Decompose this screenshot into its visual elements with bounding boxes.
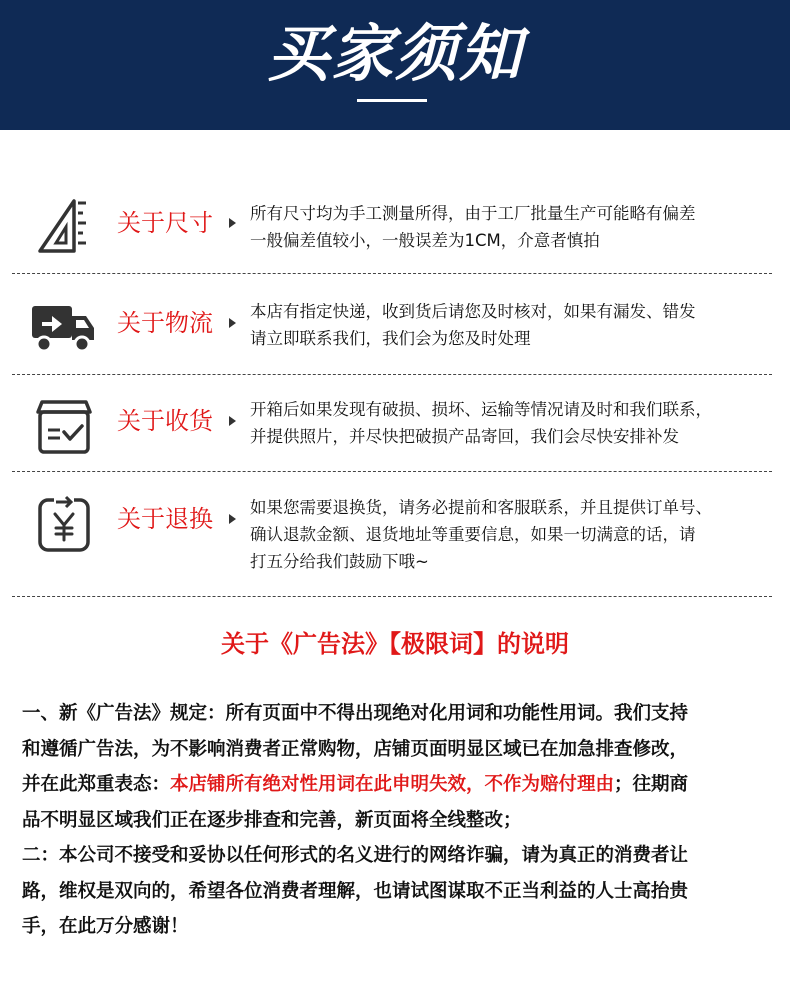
arrow-right-icon: [229, 218, 236, 228]
notice-line: 手，在此万分感谢！: [22, 916, 189, 937]
ruler-triangle-icon: [30, 193, 98, 257]
section-title-returns: 关于退换: [117, 505, 213, 533]
notice-line: 二：本公司不接受和妥协以任何形式的名义进行的网络诈骗，请为真正的消费者让: [22, 845, 689, 866]
text-line: 确认退款金额、退货地址等重要信息，如果一切满意的话，请: [250, 525, 696, 544]
text-line: 一般偏差值较小，一般误差为1CM，介意者慎拍: [250, 231, 600, 250]
arrow-right-icon: [229, 318, 236, 328]
arrow-right-icon: [229, 514, 236, 524]
notice-body: [22, 696, 772, 945]
text-line: 开箱后如果发现有破损、损坏、运输等情况请及时和我们联系，: [250, 400, 712, 419]
header-banner: [0, 0, 790, 130]
notice-text: ；往期商: [614, 774, 689, 795]
dashed-divider: [12, 471, 772, 472]
section-text-receiving: [250, 396, 780, 450]
section-text-size: [250, 200, 780, 254]
notice-line: 路，维权是双向的，希望各位消费者理解，也请试图谋取不正当利益的人士高抬贵: [22, 880, 689, 902]
dashed-divider: [12, 596, 772, 597]
yen-exchange-icon: [30, 492, 98, 556]
section-title-receiving: 关于收货: [117, 407, 213, 435]
notice-title: 关于《广告法》【极限词】的说明: [221, 630, 569, 658]
section-title-logistics: 关于物流: [117, 309, 213, 337]
text-line: 本店有指定快递，收到货后请您及时核对，如果有漏发、错发: [250, 302, 696, 321]
package-check-icon: [30, 394, 98, 458]
notice-line: [22, 767, 772, 803]
page-title: 买家须知: [266, 17, 523, 90]
text-line: 请立即联系我们，我们会为您及时处理: [250, 329, 531, 348]
notice-line: 品不明显区域我们正在逐步排查和完善，新页面将全线整改；: [22, 809, 522, 831]
dashed-divider: [12, 374, 772, 375]
title-underline: [357, 99, 427, 102]
text-line: 并提供照片，并尽快把破损产品寄回，我们会尽快安排补发: [250, 427, 679, 446]
section-title-size: 关于尺寸: [117, 209, 213, 237]
text-line: 如果您需要退换货，请务必提前和客服联系，并且提供订单号、: [250, 498, 712, 517]
notice-line: 一、新《广告法》规定：所有页面中不得出现绝对化用词和功能性用词。我们支持: [22, 703, 689, 724]
dashed-divider: [12, 273, 772, 274]
text-line: 所有尺寸均为手工测量所得，由于工厂批量生产可能略有偏差: [250, 204, 696, 223]
notice-text: 并在此郑重表态：: [22, 774, 171, 795]
section-text-returns: [250, 494, 780, 575]
arrow-right-icon: [229, 416, 236, 426]
section-text-logistics: [250, 298, 780, 352]
delivery-truck-icon: [30, 294, 98, 358]
notice-line: 和遵循广告法，为不影响消费者正常购物，店铺页面明显区域已在加急排查修改，: [22, 738, 689, 760]
notice-highlight: 本店铺所有绝对性用词在此申明失效，不作为赔付理由: [170, 774, 615, 795]
text-line: 打五分给我们鼓励下哦~: [250, 552, 429, 571]
